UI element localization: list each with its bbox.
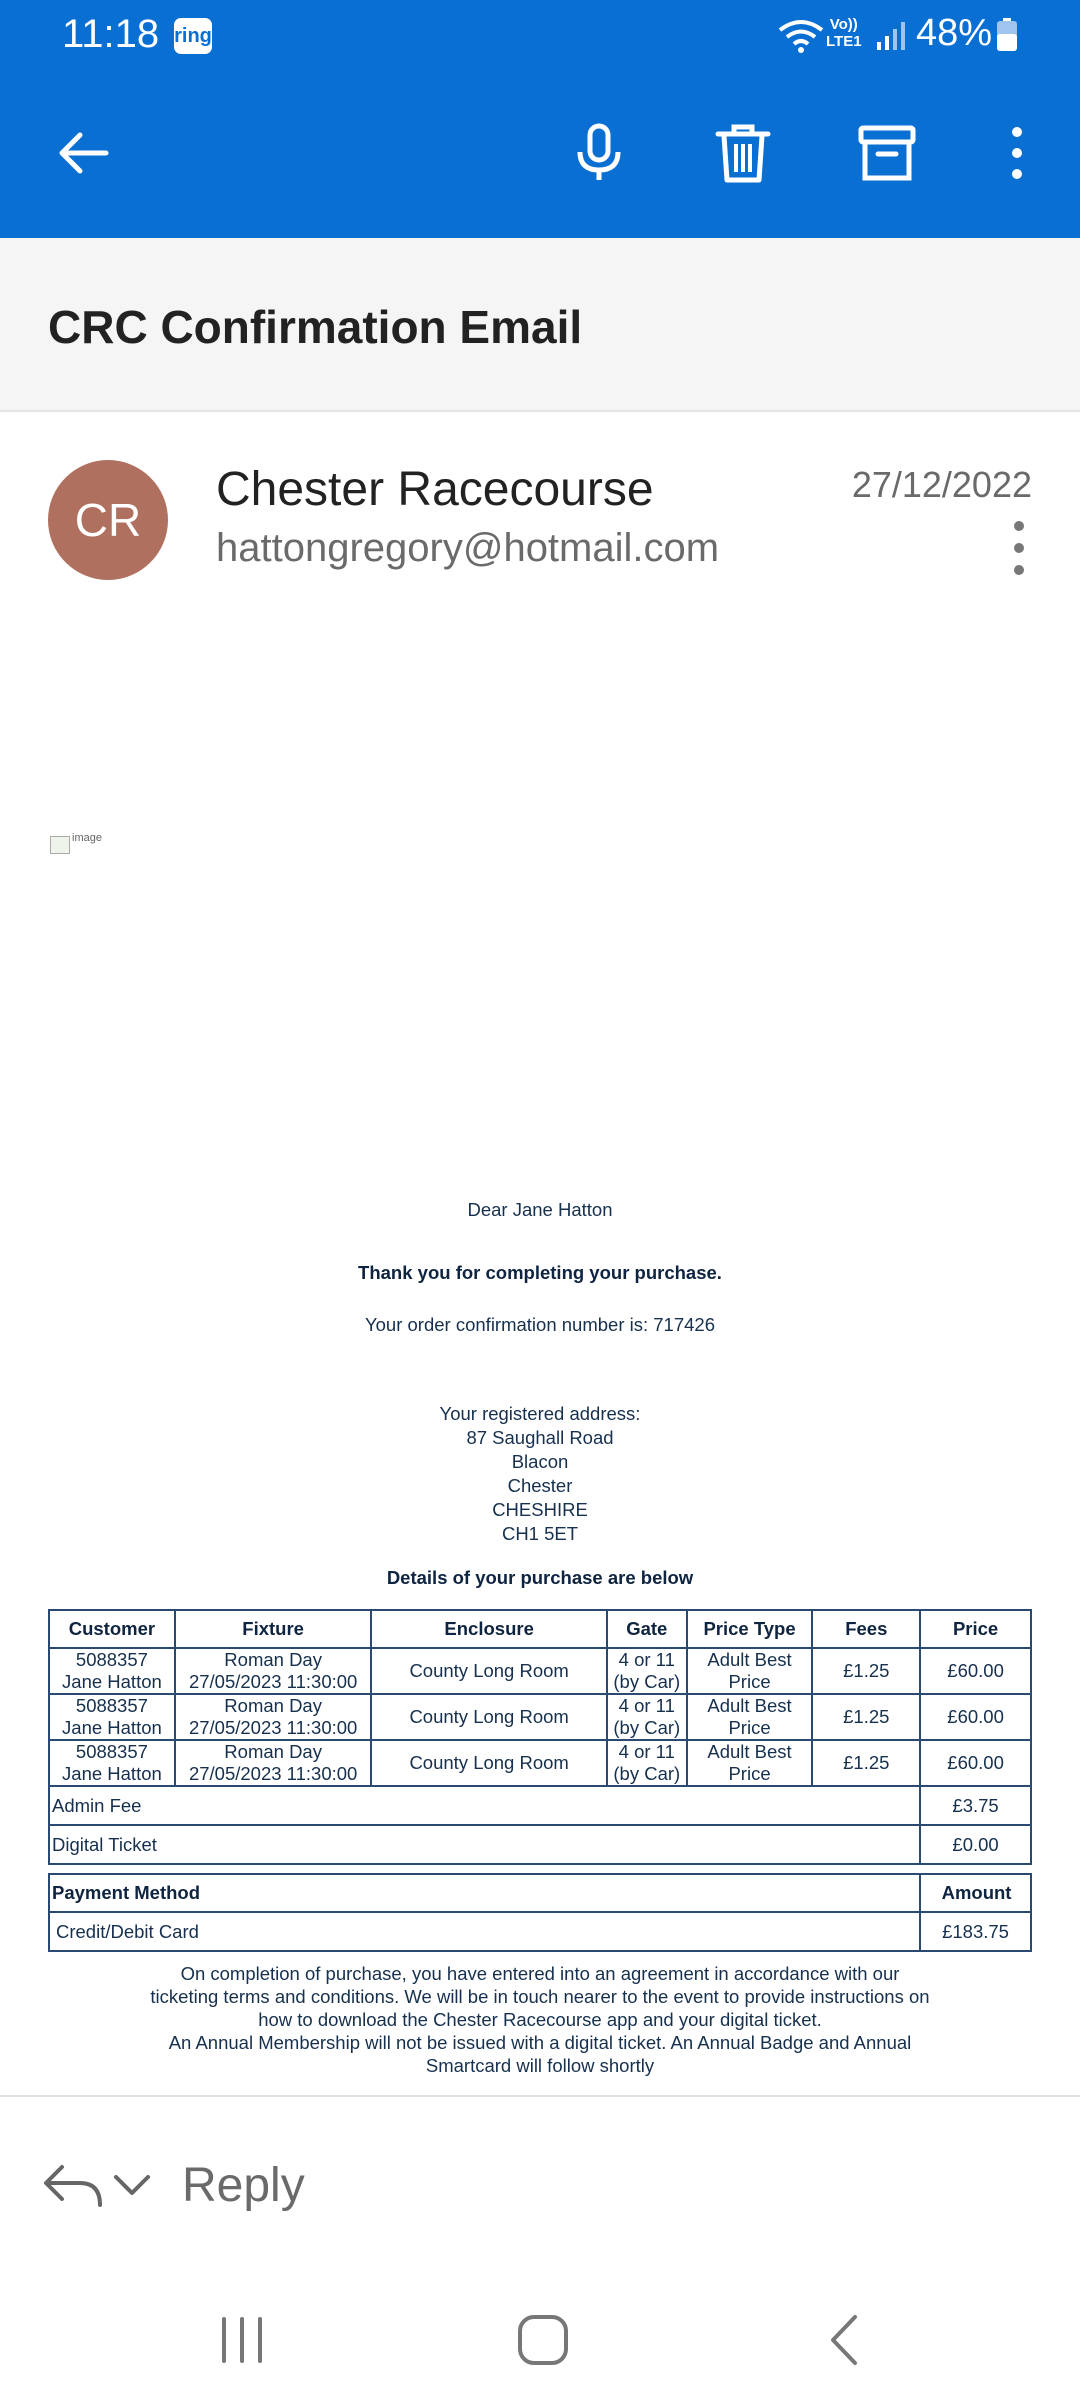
cell-customer <box>49 1648 175 1694</box>
terms-notice <box>110 1962 970 2077</box>
cell-fixture <box>175 1740 372 1786</box>
address-block <box>0 1402 1080 1546</box>
cell-gate <box>607 1694 687 1740</box>
price-type-suffix: Price <box>728 1671 771 1692</box>
dictate-button[interactable] <box>564 118 634 188</box>
battery-icon <box>996 18 1018 52</box>
image-placeholder-icon <box>50 836 70 854</box>
gate-number: 4 or 11 <box>618 1695 675 1716</box>
trash-icon <box>712 122 774 184</box>
address-line: Chester <box>507 1475 573 1496</box>
app-header <box>0 0 1080 238</box>
archive-button[interactable] <box>852 118 922 188</box>
sender-name[interactable]: Chester Racecourse <box>216 463 654 516</box>
customer-id: 5088357 <box>75 1741 148 1762</box>
lte-label: LTE1 <box>826 33 862 50</box>
payment-row <box>49 1912 1031 1951</box>
cell-gate <box>607 1648 687 1694</box>
table-row <box>49 1648 1031 1694</box>
subject-band <box>0 238 1080 412</box>
fixture-date: 27/05/2023 11:30:00 <box>188 1717 358 1738</box>
admin-fee-label: Admin Fee <box>49 1786 920 1825</box>
signal-icon <box>876 20 906 50</box>
terms-line: An Annual Membership will not be issued with a digital ticket. An Annual Badge and Annual <box>168 2032 912 2053</box>
microphone-icon <box>568 122 630 184</box>
cell-price-type <box>687 1648 813 1694</box>
customer-id: 5088357 <box>75 1695 148 1716</box>
col-price-type: Price Type <box>687 1610 813 1648</box>
avatar[interactable]: CR <box>48 460 168 580</box>
status-bar <box>0 0 1080 72</box>
col-enclosure: Enclosure <box>371 1610 606 1648</box>
cell-fixture <box>175 1694 372 1740</box>
cell-gate <box>607 1740 687 1786</box>
message-more-icon[interactable] <box>1006 518 1032 578</box>
cell-enclosure: County Long Room <box>371 1740 606 1786</box>
details-heading: Details of your purchase are below <box>386 1567 694 1588</box>
price-type: Adult Best <box>707 1695 792 1716</box>
home-icon <box>516 2313 570 2367</box>
fixture-name: Roman Day <box>224 1649 322 1670</box>
amount-header: Amount <box>920 1874 1031 1912</box>
cell-price-type <box>687 1694 813 1740</box>
fixture-date: 27/05/2023 11:30:00 <box>188 1763 358 1784</box>
payment-method: Credit/Debit Card <box>49 1912 920 1951</box>
col-gate: Gate <box>607 1610 687 1648</box>
col-customer: Customer <box>49 1610 175 1648</box>
address-line: Blacon <box>511 1451 569 1472</box>
cell-enclosure: County Long Room <box>371 1648 606 1694</box>
cell-price: £60.00 <box>920 1694 1031 1740</box>
recent-apps-button[interactable] <box>197 2300 287 2380</box>
terms-line: Smartcard will follow shortly <box>425 2055 655 2076</box>
address-heading: Your registered address: <box>439 1403 641 1424</box>
email-subject: CRC Confirmation Email <box>48 301 583 353</box>
gate-access: (by Car) <box>613 1763 681 1784</box>
digital-ticket-row <box>49 1825 1031 1864</box>
gate-number: 4 or 11 <box>618 1741 675 1762</box>
back-button[interactable] <box>48 118 118 188</box>
terms-line: how to download the Chester Racecourse app and your digital ticket. <box>258 2009 822 2030</box>
gate-number: 4 or 11 <box>618 1649 675 1670</box>
status-time: 11:18 <box>62 12 160 56</box>
admin-fee-value: £3.75 <box>920 1786 1031 1825</box>
customer-name: Jane Hatton <box>62 1671 162 1692</box>
recent-apps-icon <box>217 2315 267 2365</box>
more-vertical-icon <box>982 122 1044 184</box>
reply-label: Reply <box>182 2158 305 2212</box>
payment-table <box>48 1873 1032 1952</box>
customer-name: Jane Hatton <box>62 1717 162 1738</box>
price-type: Adult Best <box>707 1741 792 1762</box>
cell-fixture <box>175 1648 372 1694</box>
cell-fees: £1.25 <box>812 1648 920 1694</box>
back-icon <box>825 2313 865 2367</box>
wifi-icon <box>778 18 824 56</box>
cell-fees: £1.25 <box>812 1740 920 1786</box>
battery-percent: 48% <box>916 12 993 54</box>
table-row <box>49 1694 1031 1740</box>
reply-icon <box>40 2159 106 2211</box>
home-button[interactable] <box>498 2300 588 2380</box>
reply-button[interactable] <box>40 2150 305 2220</box>
image-alt-text: image <box>72 832 102 844</box>
cell-customer <box>49 1740 175 1786</box>
digital-ticket-value: £0.00 <box>920 1825 1031 1864</box>
cell-enclosure: County Long Room <box>371 1694 606 1740</box>
terms-line: On completion of purchase, you have entered into an agreement in accordance with our <box>180 1963 900 1984</box>
delete-button[interactable] <box>708 118 778 188</box>
archive-icon <box>856 122 918 184</box>
col-fees: Fees <box>812 1610 920 1648</box>
more-options-button[interactable] <box>978 118 1048 188</box>
email-date: 27/12/2022 <box>851 464 1032 505</box>
fixture-name: Roman Day <box>224 1741 322 1762</box>
price-type: Adult Best <box>707 1649 792 1670</box>
fixture-date: 27/05/2023 11:30:00 <box>188 1671 358 1692</box>
payment-method-header: Payment Method <box>49 1874 920 1912</box>
table-row <box>49 1740 1031 1786</box>
system-back-button[interactable] <box>800 2300 890 2380</box>
col-fixture: Fixture <box>175 1610 372 1648</box>
cell-price-type <box>687 1740 813 1786</box>
broken-image <box>50 832 112 854</box>
fixture-name: Roman Day <box>224 1695 322 1716</box>
address-line: CH1 5ET <box>501 1523 579 1544</box>
volte-indicator <box>826 16 862 50</box>
terms-line: ticketing terms and conditions. We will be in touch nearer to the event to provide instructions on <box>150 1986 930 2007</box>
gate-access: (by Car) <box>613 1717 681 1738</box>
customer-id: 5088357 <box>75 1649 148 1670</box>
digital-ticket-label: Digital Ticket <box>49 1825 920 1864</box>
price-type-suffix: Price <box>728 1763 771 1784</box>
cell-fees: £1.25 <box>812 1694 920 1740</box>
cell-price: £60.00 <box>920 1648 1031 1694</box>
address-line: CHESHIRE <box>492 1499 588 1520</box>
order-confirmation: Your order confirmation number is: 717426 <box>365 1314 715 1335</box>
admin-fee-row <box>49 1786 1031 1825</box>
purchase-table <box>48 1609 1032 1865</box>
greeting: Dear Jane Hatton <box>467 1199 613 1220</box>
gate-access: (by Car) <box>613 1671 681 1692</box>
price-type-suffix: Price <box>728 1717 771 1738</box>
col-price: Price <box>920 1610 1031 1648</box>
customer-name: Jane Hatton <box>62 1763 162 1784</box>
payment-amount: £183.75 <box>920 1912 1031 1951</box>
divider <box>0 2095 1080 2097</box>
thanks-message: Thank you for completing your purchase. <box>358 1262 722 1283</box>
back-arrow-icon <box>52 122 114 184</box>
volte-label: Vo)) <box>829 16 858 33</box>
sender-email[interactable]: hattongregory@hotmail.com <box>216 526 720 570</box>
cell-price: £60.00 <box>920 1740 1031 1786</box>
ring-app-icon: ring <box>174 18 212 54</box>
address-line: 87 Saughall Road <box>466 1427 614 1448</box>
chevron-down-icon[interactable] <box>110 2165 154 2205</box>
cell-customer <box>49 1694 175 1740</box>
